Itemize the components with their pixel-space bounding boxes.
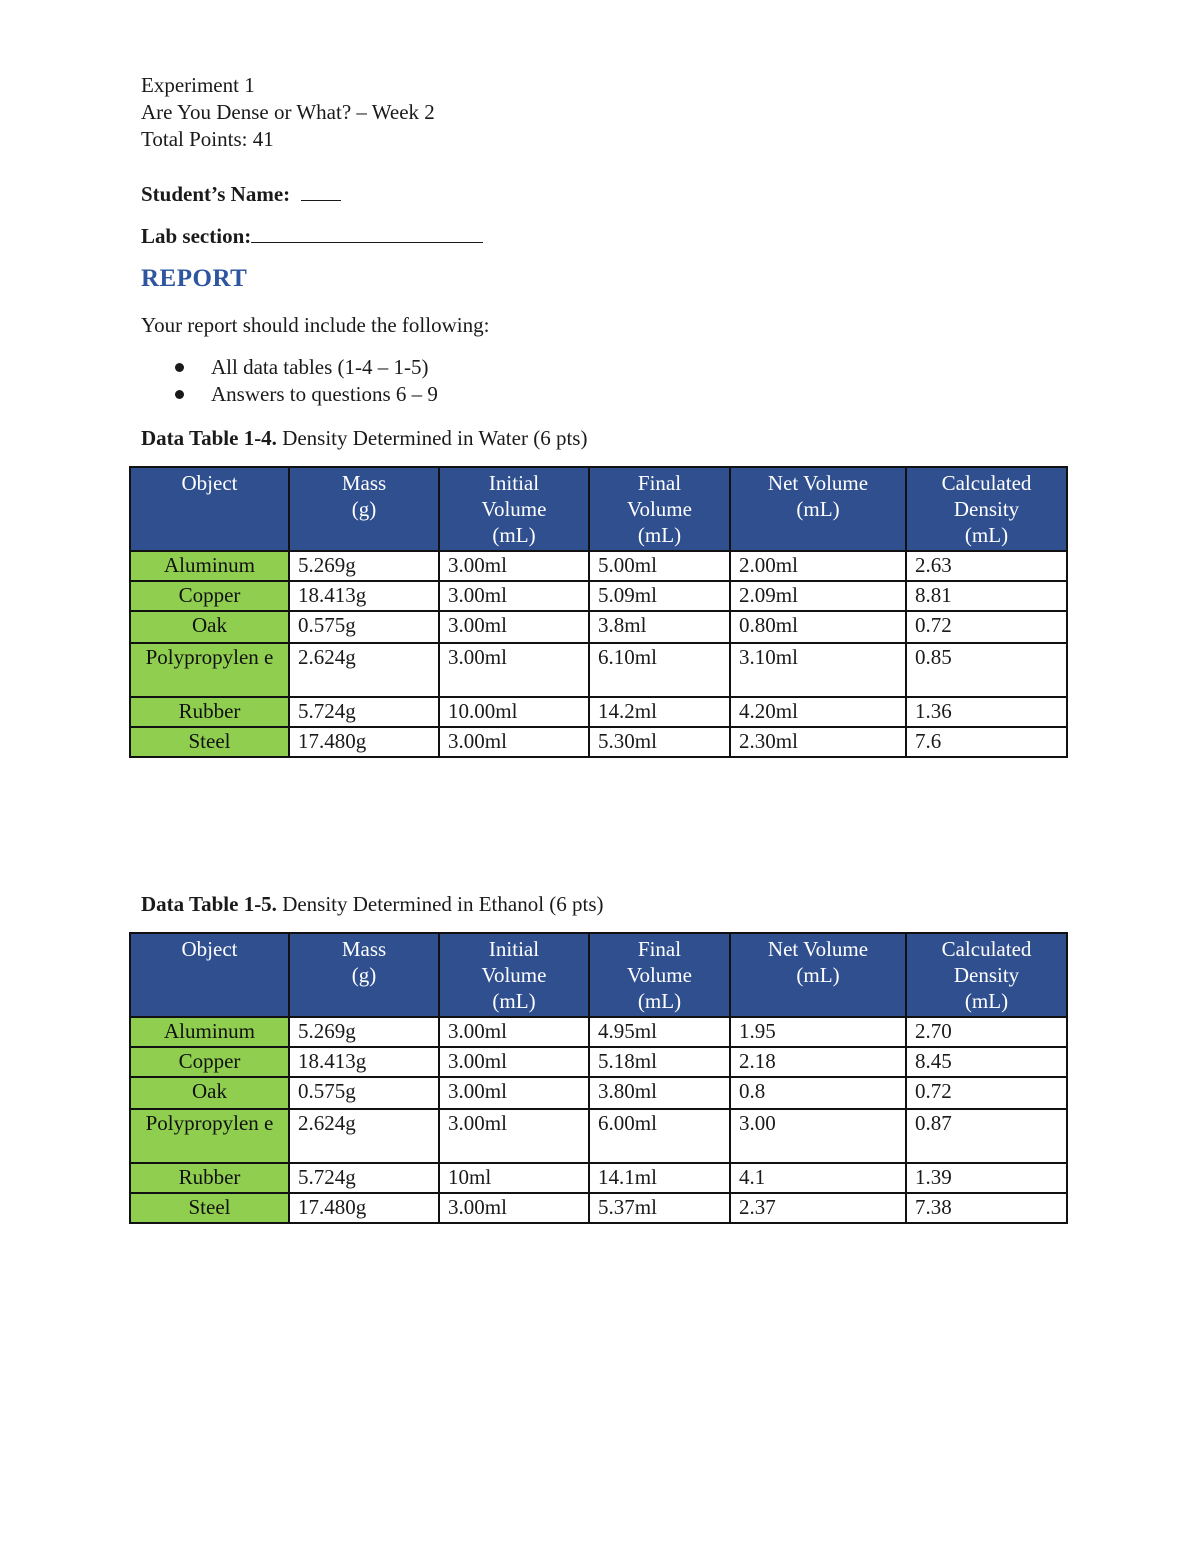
object-cell: Copper	[130, 581, 289, 611]
initial-volume-cell: 3.00ml	[439, 643, 589, 697]
object-cell: Aluminum	[130, 1017, 289, 1047]
table-row	[130, 551, 1067, 581]
table-row	[130, 697, 1067, 727]
mass-cell: 0.575g	[289, 1077, 439, 1109]
table-1-4-caption	[141, 425, 587, 452]
column-header-object: Object	[130, 467, 289, 551]
table-1-5-caption-text: Density Determined in Ethanol (6 pts)	[276, 892, 604, 916]
density-cell: 7.38	[906, 1193, 1067, 1223]
table-header-row	[130, 467, 1067, 551]
final-volume-cell: 5.18ml	[589, 1047, 730, 1077]
initial-volume-cell: 3.00ml	[439, 1193, 589, 1223]
table-1-4-caption-text: Density Determined in Water (6 pts)	[276, 426, 588, 450]
final-volume-cell: 3.80ml	[589, 1077, 730, 1109]
density-cell: 1.39	[906, 1163, 1067, 1193]
object-cell: Steel	[130, 727, 289, 757]
list-item: Answers to questions 6 – 9	[141, 381, 438, 408]
data-table-1-5	[129, 932, 1068, 1224]
object-cell: Polypropylen e	[130, 1109, 289, 1163]
initial-volume-cell: 3.00ml	[439, 727, 589, 757]
table-1-4-caption-label: Data Table 1-4.	[141, 426, 277, 450]
net-volume-cell: 4.20ml	[730, 697, 906, 727]
initial-volume-cell: 10.00ml	[439, 697, 589, 727]
mass-cell: 18.413g	[289, 581, 439, 611]
net-volume-cell: 2.18	[730, 1047, 906, 1077]
table-row	[130, 581, 1067, 611]
bullet-icon	[175, 390, 184, 399]
report-requirements-list	[141, 354, 438, 408]
lab-section-label: Lab section:	[141, 224, 252, 248]
student-name-row	[141, 180, 341, 208]
report-intro: Your report should include the following:	[141, 313, 490, 337]
initial-volume-cell: 3.00ml	[439, 551, 589, 581]
column-header-final-volume: Final Volume (mL)	[589, 467, 730, 551]
density-cell: 8.45	[906, 1047, 1067, 1077]
net-volume-cell: 2.37	[730, 1193, 906, 1223]
initial-volume-cell: 3.00ml	[439, 1109, 589, 1163]
object-cell: Rubber	[130, 1163, 289, 1193]
experiment-label: Experiment 1	[141, 73, 255, 97]
final-volume-cell: 6.10ml	[589, 643, 730, 697]
object-cell: Copper	[130, 1047, 289, 1077]
column-header-calculated-density: Calculated Density (mL)	[906, 933, 1067, 1017]
final-volume-cell: 4.95ml	[589, 1017, 730, 1047]
mass-cell: 5.269g	[289, 551, 439, 581]
object-cell: Oak	[130, 611, 289, 643]
net-volume-cell: 0.80ml	[730, 611, 906, 643]
object-cell: Rubber	[130, 697, 289, 727]
student-name-field[interactable]	[301, 180, 341, 201]
mass-cell: 17.480g	[289, 727, 439, 757]
density-cell: 0.87	[906, 1109, 1067, 1163]
table-row	[130, 1077, 1067, 1109]
initial-volume-cell: 3.00ml	[439, 1017, 589, 1047]
student-name-label: Student’s Name:	[141, 182, 291, 206]
net-volume-cell: 2.09ml	[730, 581, 906, 611]
table-1-5-caption	[141, 891, 604, 918]
table-row	[130, 1193, 1067, 1223]
table-row	[130, 643, 1067, 697]
report-heading: REPORT	[141, 265, 248, 292]
document-title: Are You Dense or What? – Week 2	[141, 100, 435, 124]
final-volume-cell: 5.30ml	[589, 727, 730, 757]
final-volume-cell: 5.00ml	[589, 551, 730, 581]
table-row	[130, 1017, 1067, 1047]
column-header-calculated-density: Calculated Density (mL)	[906, 467, 1067, 551]
density-cell: 0.85	[906, 643, 1067, 697]
object-cell: Steel	[130, 1193, 289, 1223]
column-header-final-volume: Final Volume (mL)	[589, 933, 730, 1017]
density-cell: 7.6	[906, 727, 1067, 757]
bullet-icon	[175, 363, 184, 372]
mass-cell: 5.724g	[289, 1163, 439, 1193]
mass-cell: 2.624g	[289, 643, 439, 697]
object-cell: Aluminum	[130, 551, 289, 581]
object-cell: Polypropylen e	[130, 643, 289, 697]
final-volume-cell: 14.2ml	[589, 697, 730, 727]
column-header-net-volume: Net Volume (mL)	[730, 933, 906, 1017]
column-header-initial-volume: Initial Volume (mL)	[439, 467, 589, 551]
net-volume-cell: 2.00ml	[730, 551, 906, 581]
mass-cell: 2.624g	[289, 1109, 439, 1163]
table-row	[130, 611, 1067, 643]
column-header-object: Object	[130, 933, 289, 1017]
column-header-mass: Mass (g)	[289, 933, 439, 1017]
density-cell: 1.36	[906, 697, 1067, 727]
net-volume-cell: 0.8	[730, 1077, 906, 1109]
table-row	[130, 1163, 1067, 1193]
table-row	[130, 1047, 1067, 1077]
mass-cell: 5.269g	[289, 1017, 439, 1047]
net-volume-cell: 3.00	[730, 1109, 906, 1163]
table-header-row	[130, 933, 1067, 1017]
density-cell: 8.81	[906, 581, 1067, 611]
data-table-1-4	[129, 466, 1068, 758]
net-volume-cell: 1.95	[730, 1017, 906, 1047]
lab-section-field[interactable]	[251, 222, 483, 243]
mass-cell: 18.413g	[289, 1047, 439, 1077]
mass-cell: 0.575g	[289, 611, 439, 643]
column-header-initial-volume: Initial Volume (mL)	[439, 933, 589, 1017]
density-cell: 0.72	[906, 1077, 1067, 1109]
total-points: Total Points: 41	[141, 127, 274, 151]
initial-volume-cell: 3.00ml	[439, 611, 589, 643]
density-cell: 0.72	[906, 611, 1067, 643]
column-header-net-volume: Net Volume (mL)	[730, 467, 906, 551]
final-volume-cell: 3.8ml	[589, 611, 730, 643]
net-volume-cell: 2.30ml	[730, 727, 906, 757]
mass-cell: 17.480g	[289, 1193, 439, 1223]
table-row	[130, 1109, 1067, 1163]
initial-volume-cell: 10ml	[439, 1163, 589, 1193]
density-cell: 2.70	[906, 1017, 1067, 1047]
density-cell: 2.63	[906, 551, 1067, 581]
list-item: All data tables (1-4 – 1-5)	[141, 354, 438, 381]
final-volume-cell: 14.1ml	[589, 1163, 730, 1193]
final-volume-cell: 6.00ml	[589, 1109, 730, 1163]
final-volume-cell: 5.37ml	[589, 1193, 730, 1223]
object-cell: Oak	[130, 1077, 289, 1109]
initial-volume-cell: 3.00ml	[439, 1077, 589, 1109]
net-volume-cell: 4.1	[730, 1163, 906, 1193]
lab-section-row	[141, 222, 483, 250]
net-volume-cell: 3.10ml	[730, 643, 906, 697]
final-volume-cell: 5.09ml	[589, 581, 730, 611]
column-header-mass: Mass (g)	[289, 467, 439, 551]
initial-volume-cell: 3.00ml	[439, 581, 589, 611]
initial-volume-cell: 3.00ml	[439, 1047, 589, 1077]
table-row	[130, 727, 1067, 757]
mass-cell: 5.724g	[289, 697, 439, 727]
table-1-5-caption-label: Data Table 1-5.	[141, 892, 277, 916]
